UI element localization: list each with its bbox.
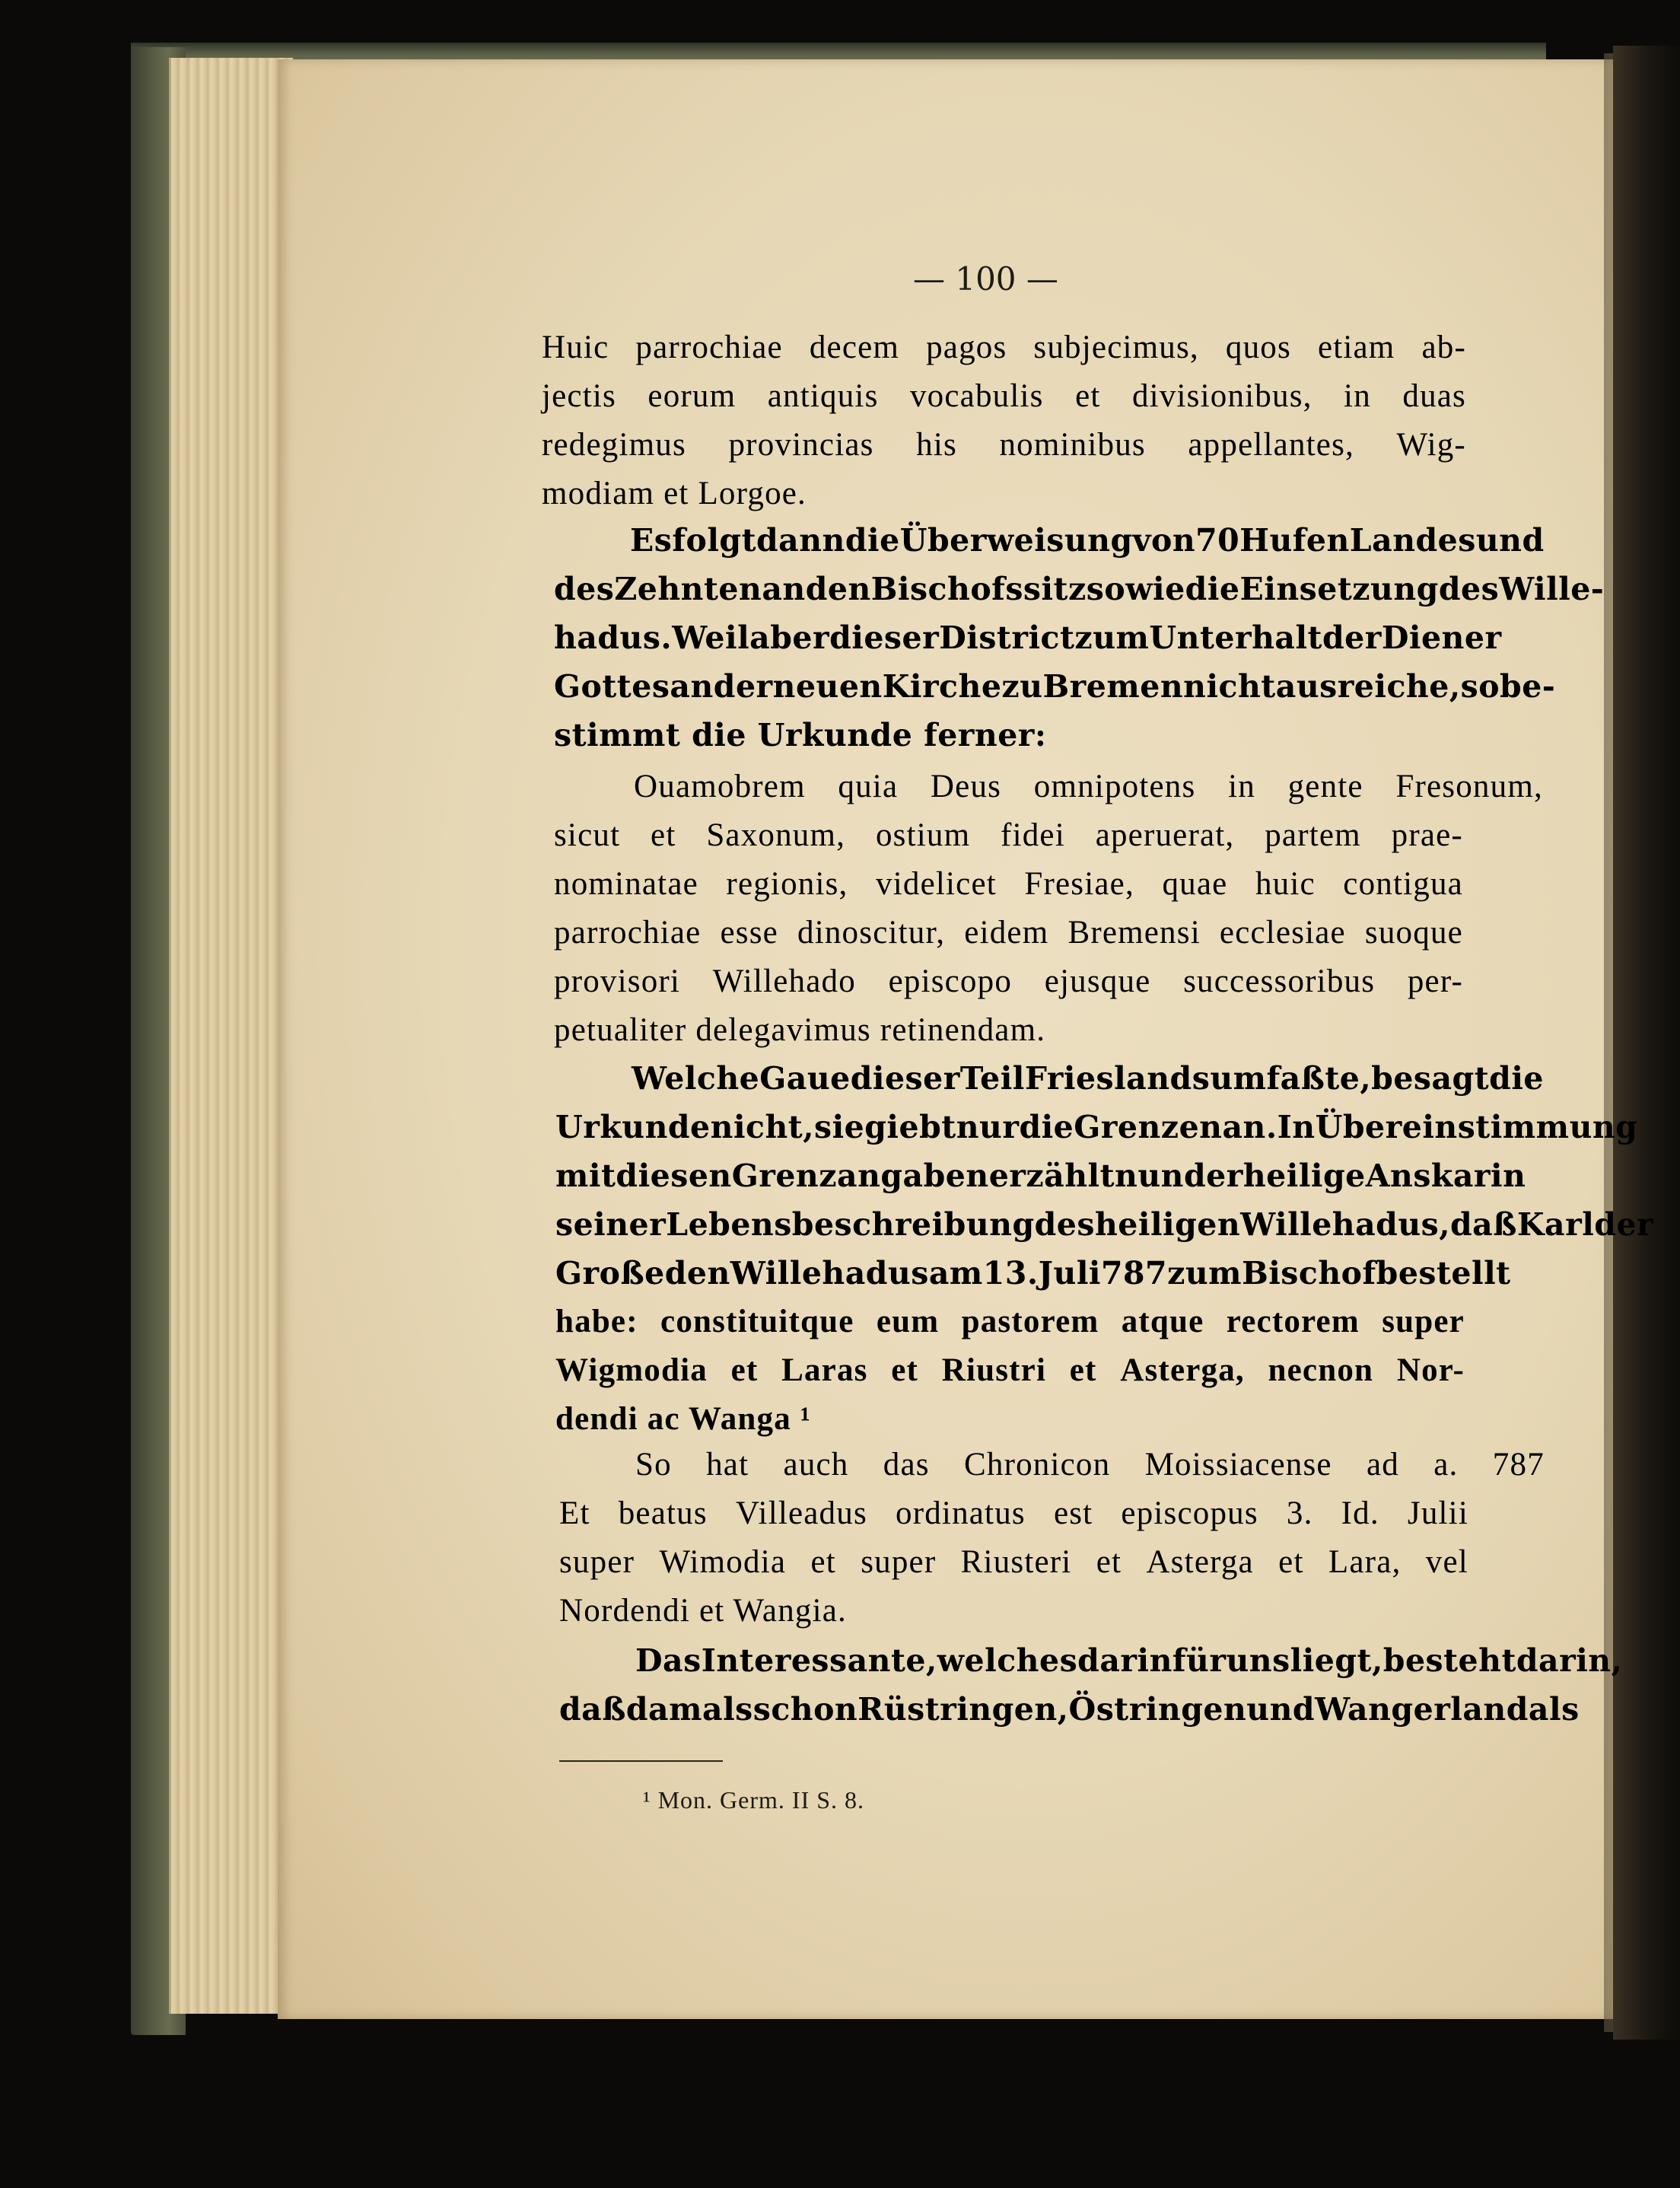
text-line: Urkunde nicht, sie giebt nur die Grenzen an. In Übereinstimmung: [555, 1109, 1638, 1145]
text-line: daß damals schon Rüstringen, Östringen und Wangerland als: [559, 1691, 1580, 1728]
text-line: seiner Lebensbeschreibung des heiligen Willehadus, daß Karl der: [555, 1206, 1654, 1243]
text-line: Wigmodia et Laras et Riustri et Asterga, necnon Nor-: [555, 1352, 1465, 1388]
text-line: parrochiae esse dinoscitur, eidem Bremensi ecclesiae suoque: [554, 915, 1463, 951]
text-line: super Wimodia et super Riusteri et Asterga et Lara, vel: [559, 1544, 1468, 1580]
german-paragraph-1: [554, 516, 1605, 760]
text-line: Große den Willehadus am 13. Juli 787 zum Bischof bestellt: [555, 1255, 1511, 1291]
text-line: Ouamobrem quia Deus omnipotens in gente Fresonum,: [634, 769, 1543, 804]
text-line: mit diesen Grenzangaben erzählt nun der heilige Anskar in: [555, 1158, 1526, 1194]
text-line: sicut et Saxonum, ostium fidei aperuerat, partem prae-: [554, 817, 1463, 853]
text-line: habe: constituitque eum pastorem atque rectorem super: [555, 1304, 1465, 1339]
text-line: Das Interessante, welches darin für uns liegt, besteht darin,: [635, 1642, 1623, 1679]
text-line: provisori Willehado episcopo ejusque successoribus per-: [554, 963, 1463, 999]
text-line: stimmt die Urkunde ferner:: [554, 717, 1047, 753]
text-line: hadus. Weil aber dieser District zum Unterhalt der Diener: [554, 619, 1502, 656]
page-stack-edges: [169, 58, 293, 2014]
text-line: des Zehnten an den Bischofssitz sowie die Einsetzung des Wille-: [554, 571, 1605, 607]
text-line: Es folgt dann die Überweisung von 70 Hufen Landes und: [630, 522, 1545, 559]
german-paragraph-2: [555, 1054, 1654, 1444]
text-line: Et beatus Villeadus ordinatus est episcopus 3. Id. Julii: [559, 1495, 1468, 1531]
text-line: petualiter delegavimus retinendam.: [554, 1012, 1046, 1048]
latin-quote-1: [542, 323, 1466, 518]
footnote-rule: [559, 1760, 723, 1762]
latin-quote-2: [554, 763, 1543, 1055]
text-line: jectis eorum antiquis vocabulis et divisionibus, in duas: [542, 378, 1466, 414]
text-line: dendi ac Wanga ¹: [555, 1401, 811, 1437]
text-line: Nordendi et Wangia.: [559, 1593, 847, 1629]
text-line: Huic parrochiae decem pagos subjecimus, quos etiam ab-: [542, 330, 1466, 365]
chronicon-paragraph: [559, 1441, 1545, 1635]
text-line: redegimus provincias his nominibus appellantes, Wig-: [542, 427, 1466, 463]
page-number: — 100 —: [913, 260, 1058, 298]
text-line: Gottes an der neuen Kirche zu Bremen nicht ausreiche, so be-: [554, 668, 1556, 705]
text-line: So hat auch das Chronicon Moissiacense ad a. 787: [635, 1447, 1545, 1483]
text-line: Welche Gaue dieser Teil Frieslands umfaßte, besagt die: [632, 1060, 1545, 1097]
text-line: modiam et Lorgoe.: [542, 476, 807, 511]
book-gutter-shadow: [1613, 46, 1680, 2040]
german-paragraph-3: [559, 1636, 1623, 1734]
text-line: nominatae regionis, videlicet Fresiae, quae huic contigua: [554, 866, 1463, 902]
footnote: ¹ Mon. Germ. II S. 8.: [643, 1786, 865, 1814]
